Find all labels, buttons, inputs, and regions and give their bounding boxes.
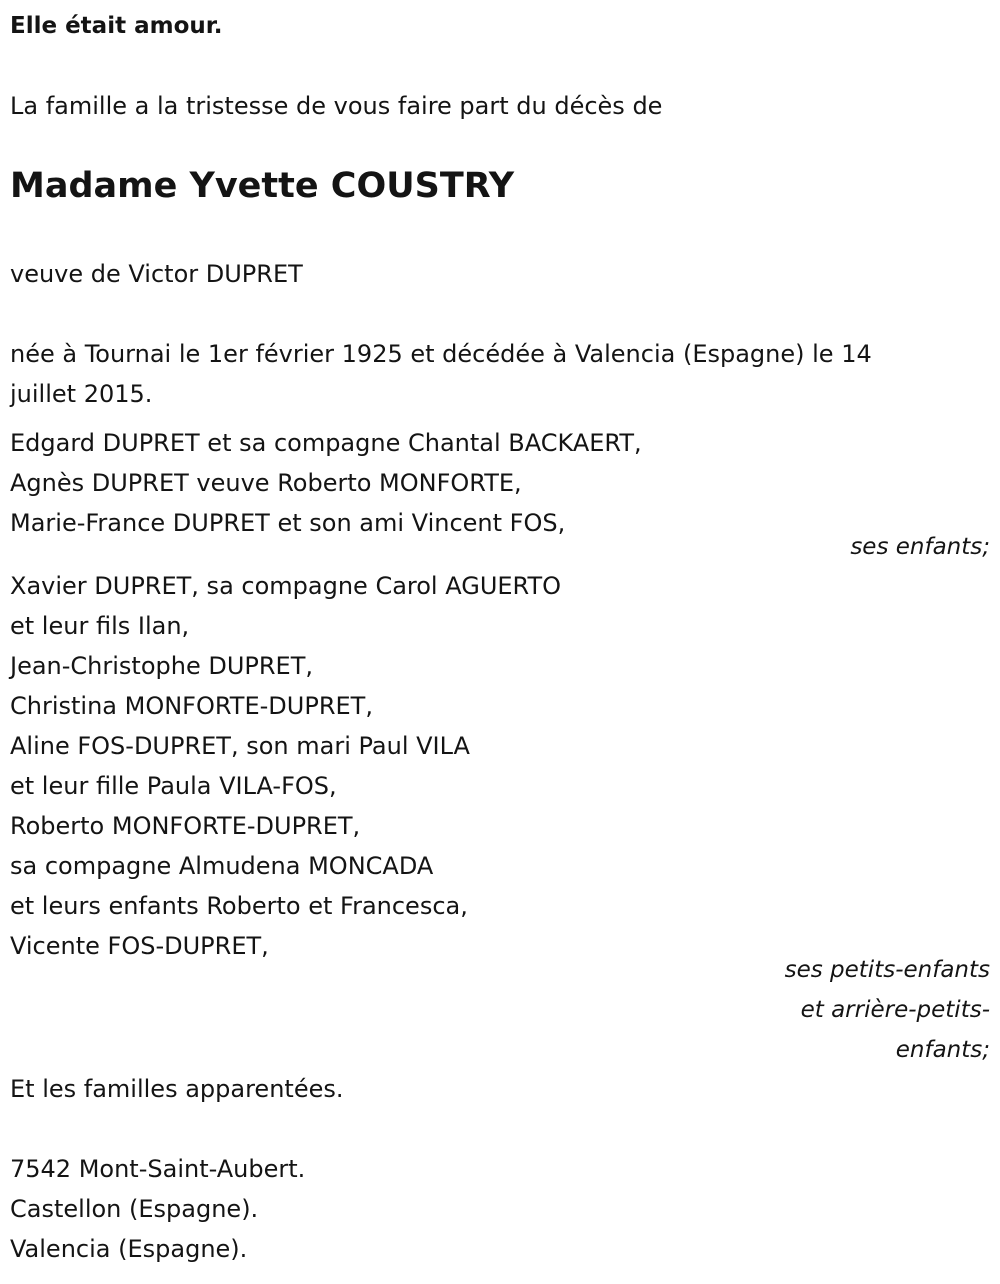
children-role: ses enfants; [850, 534, 990, 560]
address-line: Castellon (Espagne). [10, 1195, 259, 1223]
grandchildren-item: Xavier DUPRET, sa compagne Carol AGUERTO [10, 572, 562, 600]
address-line: 7542 Mont-Saint-Aubert. [10, 1155, 306, 1183]
related-families-text: Et les familles apparentées. [10, 1075, 344, 1103]
children-item: Marie-France DUPRET et son ami Vincent FOS, [10, 509, 566, 537]
grandchildren-role-line-1: ses petits-enfants [784, 957, 990, 983]
grandchildren-item: Vicente FOS-DUPRET, [10, 932, 269, 960]
grandchildren-item: et leur fille Paula VILA-FOS, [10, 772, 337, 800]
grandchildren-item: et leur fils Ilan, [10, 612, 190, 640]
address-line: Valencia (Espagne). [10, 1235, 248, 1263]
birth-death-line-2: juillet 2015. [10, 380, 153, 408]
birth-death-line-1: née à Tournai le 1er février 1925 et décédée à Valencia (Espagne) le 14 [10, 340, 872, 368]
children-item: Edgard DUPRET et sa compagne Chantal BACKAERT, [10, 429, 642, 457]
grandchildren-role-line-2: et arrière-petits- [800, 997, 990, 1023]
grandchildren-item: Aline FOS-DUPRET, son mari Paul VILA [10, 732, 470, 760]
grandchildren-item: Roberto MONFORTE-DUPRET, [10, 812, 361, 840]
epigraph: Elle était amour. [10, 13, 223, 39]
deceased-name: Madame Yvette COUSTRY [10, 166, 515, 206]
announcement-text: La famille a la tristesse de vous faire part du décès de [10, 92, 663, 120]
widow-of-text: veuve de Victor DUPRET [10, 260, 303, 288]
grandchildren-item: sa compagne Almudena MONCADA [10, 852, 434, 880]
grandchildren-item: Jean-Christophe DUPRET, [10, 652, 314, 680]
grandchildren-item: Christina MONFORTE-DUPRET, [10, 692, 373, 720]
obituary-notice [10, 0, 990, 1284]
grandchildren-role-line-3: enfants; [895, 1037, 990, 1063]
children-item: Agnès DUPRET veuve Roberto MONFORTE, [10, 469, 522, 497]
grandchildren-item: et leurs enfants Roberto et Francesca, [10, 892, 468, 920]
